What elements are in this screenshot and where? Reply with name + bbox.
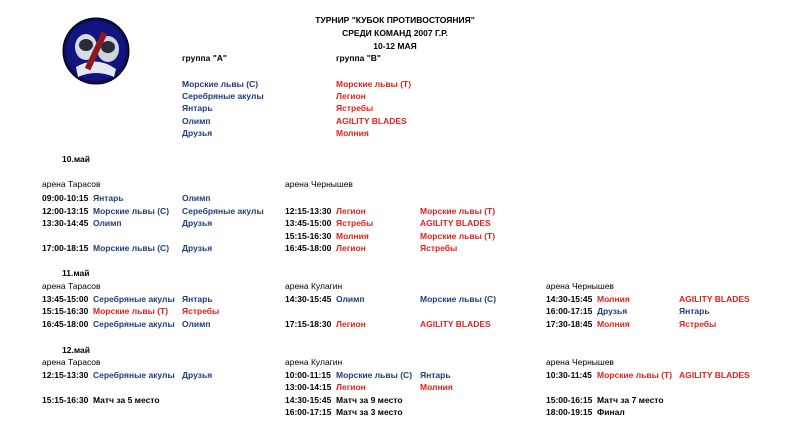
match-away: Серебряные акулы: [182, 206, 264, 216]
match-away: AGILITY BLADES: [420, 218, 491, 228]
match-away: Ястребы: [679, 319, 717, 329]
match-time: 13:00-14:15: [285, 382, 332, 392]
match-time: 10:30-11:45: [546, 370, 592, 380]
match-home: Серебряные акулы: [93, 319, 175, 329]
group-b-team: Ястребы: [336, 103, 374, 113]
match-away: Янтарь: [420, 370, 451, 380]
match-away: AGILITY BLADES: [679, 294, 750, 304]
match-time: 14:30-15:45: [285, 395, 332, 405]
match-time: 14:30-15:45: [546, 294, 593, 304]
group-b-team: AGILITY BLADES: [336, 116, 407, 126]
match-time: 17:30-18:45: [546, 319, 593, 329]
match-time: 12:00-13:15: [42, 206, 89, 216]
arena-name: арена Тарасов: [42, 357, 101, 367]
match-placement: Матч за 7 место: [597, 395, 664, 405]
match-home: Морские львы (С): [336, 370, 413, 380]
group-b-label: группа "В": [336, 53, 381, 63]
group-a-team: Друзья: [182, 128, 213, 138]
match-time: 17:15-18:30: [285, 319, 332, 329]
match-time: 10:00-11:15: [285, 370, 331, 380]
match-away: Морские львы (С): [420, 294, 497, 304]
arena-name: арена Кулагин: [285, 357, 343, 367]
match-away: Друзья: [182, 218, 213, 228]
match-time: 13:45-15:00: [285, 218, 332, 228]
match-home: Легион: [336, 243, 366, 253]
match-time: 16:45-18:00: [285, 243, 332, 253]
match-home: Серебряные акулы: [93, 370, 175, 380]
match-time: 12:15-13:30: [42, 370, 89, 380]
arena-name: арена Кулагин: [285, 281, 343, 291]
match-time: 16:00-17:15: [546, 306, 593, 316]
group-a-team: Янтарь: [182, 103, 213, 113]
match-away: Ястребы: [182, 306, 220, 316]
match-time: 16:45-18:00: [42, 319, 89, 329]
match-time: 13:45-15:00: [42, 294, 89, 304]
match-time: 15:15-16:30: [42, 306, 89, 316]
match-time: 16:00-17:15: [285, 407, 332, 417]
group-b-team: Легион: [336, 91, 366, 101]
match-home: Молния: [336, 231, 369, 241]
match-away: Морские львы (Т): [420, 231, 496, 241]
match-away: Янтарь: [182, 294, 213, 304]
day-label: 12.май: [62, 345, 90, 355]
match-away: Молния: [420, 382, 453, 392]
group-b-team: Молния: [336, 128, 369, 138]
match-home: Морские львы (С): [93, 206, 170, 216]
match-away: Ястребы: [420, 243, 458, 253]
match-home: Морские львы (Т): [93, 306, 169, 316]
match-time: 15:00-16:15: [546, 395, 593, 405]
arena-name: арена Тарасов: [42, 179, 101, 189]
arena-name: арена Чернышев: [546, 357, 614, 367]
match-home: Морские львы (Т): [597, 370, 673, 380]
arena-name: арена Чернышев: [546, 281, 614, 291]
tournament-dates: 10-12 МАЯ: [373, 41, 417, 51]
match-placement: Матч за 3 место: [336, 407, 403, 417]
day-label: 10.май: [62, 154, 90, 164]
match-home: Олимп: [336, 294, 365, 304]
match-home: Молния: [597, 319, 630, 329]
match-away: AGILITY BLADES: [679, 370, 750, 380]
match-away: AGILITY BLADES: [420, 319, 491, 329]
group-a-label: группа "А": [182, 53, 227, 63]
match-time: 18:00-19:15: [546, 407, 593, 417]
match-home: Серебряные акулы: [93, 294, 175, 304]
match-away: Друзья: [182, 243, 213, 253]
group-a-team: Олимп: [182, 116, 211, 126]
match-away: Янтарь: [679, 306, 710, 316]
arena-name: арена Чернышев: [285, 179, 353, 189]
match-home: Ястребы: [336, 218, 374, 228]
match-placement: Матч за 5 место: [93, 395, 160, 405]
match-time: 17:00-18:15: [42, 243, 89, 253]
match-time: 15:15-16:30: [285, 231, 332, 241]
match-away: Олимп: [182, 193, 211, 203]
match-home: Молния: [597, 294, 630, 304]
match-home: Олимп: [93, 218, 122, 228]
group-a-team: Серебряные акулы: [182, 91, 264, 101]
group-b-team: Морские львы (Т): [336, 79, 412, 89]
match-placement: Матч за 9 место: [336, 395, 403, 405]
match-home: Легион: [336, 382, 366, 392]
group-a-team: Морские львы (С): [182, 79, 259, 89]
tournament-title: ТУРНИР "КУБОК ПРОТИВОСТОЯНИЯ": [315, 15, 475, 25]
match-away: Олимп: [182, 319, 211, 329]
match-time: 13:30-14:45: [42, 218, 89, 228]
match-away: Друзья: [182, 370, 213, 380]
day-label: 11.май: [62, 268, 90, 278]
match-home: Морские львы (С): [93, 243, 170, 253]
arena-name: арена Тарасов: [42, 281, 101, 291]
match-time: 15:15-16:30: [42, 395, 89, 405]
match-home: Легион: [336, 319, 366, 329]
match-time: 14:30-15:45: [285, 294, 332, 304]
match-home: Друзья: [597, 306, 628, 316]
match-time: 12:15-13:30: [285, 206, 332, 216]
tournament-subtitle: СРЕДИ КОМАНД 2007 Г.Р.: [342, 28, 448, 38]
match-home: Янтарь: [93, 193, 124, 203]
match-time: 09:00-10:15: [42, 193, 89, 203]
match-home: Легион: [336, 206, 366, 216]
match-away: Морские львы (Т): [420, 206, 496, 216]
match-final: Финал: [597, 407, 625, 417]
tournament-logo: [62, 17, 130, 85]
